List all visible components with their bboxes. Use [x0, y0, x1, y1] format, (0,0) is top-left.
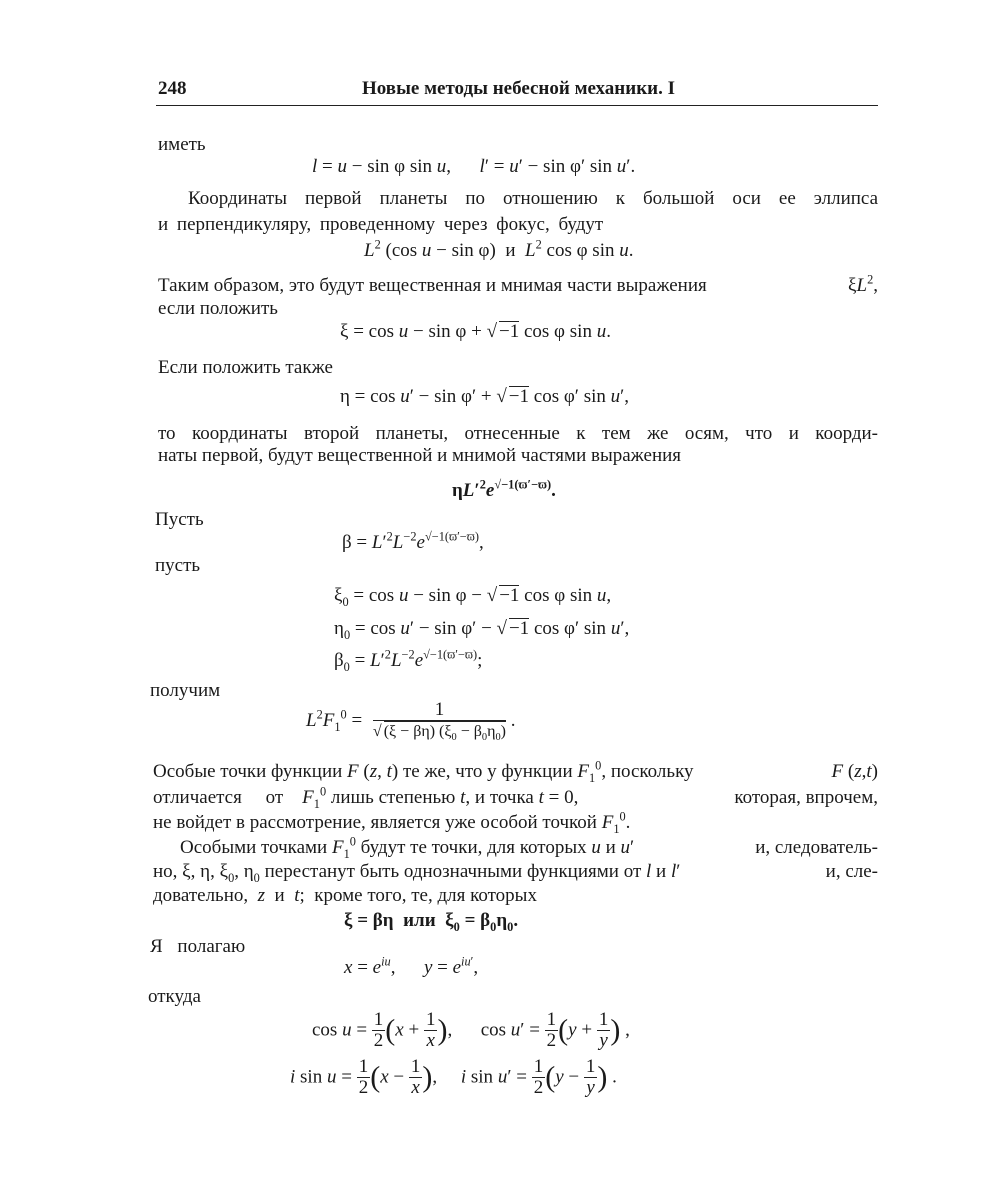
text: и, следователь- — [755, 837, 878, 858]
equation-coords: $L^2$ (cos u − sin φ) и $L^2$ cos φ sin u. — [364, 237, 634, 261]
equation-condition: ξ = βη или $\xi_0 = \beta_0\eta_0$. — [344, 910, 519, 934]
paragraph-line: наты первой, будут вещественной и мнимой частями выражения — [158, 445, 682, 466]
word-imet: иметь — [158, 134, 206, 155]
text: поскольку — [610, 761, 694, 782]
word-poluchim: получим — [150, 680, 221, 701]
conj-i: и — [505, 240, 516, 261]
paragraph-line: Координаты первой планеты по отношению к большой оси ее эллипса — [188, 188, 878, 209]
text: и точка — [474, 787, 534, 808]
page-number: 248 — [158, 78, 187, 99]
paragraph-line: то координаты второй планеты, отнесенные к тем же осям, что и коорди- — [158, 423, 878, 444]
paragraph-line-with-formula: не войдет в рассмотрение, является уже особой точкой $F_1^0$. — [153, 809, 631, 836]
text: и — [605, 837, 616, 858]
paragraph-line: Если положить также — [158, 357, 333, 378]
paragraph-line: Я полагаю — [150, 936, 246, 957]
paragraph-line-with-formula: отличается от $F_1^0$ лишь степенью t, и точка t = 0, которая, впрочем, — [153, 784, 878, 811]
paragraph-line-with-formula: Таким образом, это будут вещественная и мнимая части выражения $\xi L^2$, — [158, 272, 878, 296]
paragraph-line-with-formula: Особыми точками $F_1^0$ будут те точки, для которых u и u′ и, следователь- — [180, 834, 878, 861]
word-pust: Пусть — [155, 509, 204, 530]
paragraph-text: Таким образом, это будут вещественная и мнимая части выражения — [158, 275, 707, 296]
word-pust2: пусть — [155, 555, 201, 576]
equation-eta0: $\eta_0 = \cos u' - \sin \varphi'$ − √ −1 cos φ′ sin u′, — [334, 618, 630, 642]
equation-beta0: $\beta_0 = L'^2L^{-2}e^{√-1(ϖ'-ϖ)}$; — [334, 647, 483, 674]
text: лишь степенью — [330, 787, 456, 808]
text: довательно, — [153, 885, 249, 906]
equation-xi0: $\xi_0 = \cos u - \sin \varphi$ − √ −1 cos φ sin u, — [334, 585, 612, 609]
paragraph-line-with-formula: довательно, z и t; кроме того, те, для которых — [153, 885, 537, 906]
text: Особые точки функции — [153, 761, 343, 782]
text: но, — [153, 861, 178, 882]
equation-cos: cos u = $\frac{1}{2}$ (x + $\frac{1}{x}$ ), cos u′ = $\frac{1}{2}$ (y + $\frac{1}{y}$ ) , — [312, 1009, 630, 1051]
expression-eta-L: $\eta L'^2e^{√-1(ϖ'-ϖ)}$. — [452, 477, 556, 501]
word-otkuda: откуда — [148, 986, 201, 1007]
paragraph-line-with-formula: но, ξ, η, $\xi_0$, $\eta_0$ перестанут быть однозначными функциями от l и l′ и, сле- — [153, 861, 878, 885]
running-title: Новые методы небесной механики. I — [362, 78, 675, 99]
equation-eta: η = cos u′ − sin φ′ + √ −1 cos φ′ sin u′, — [340, 386, 630, 407]
text: перестанут быть однозначными функциями от — [264, 861, 642, 882]
text: отличается — [153, 787, 242, 808]
text: от — [265, 787, 284, 808]
text: не войдет в рассмотрение, является уже особой точкой — [153, 812, 597, 833]
text: Особыми точками — [180, 837, 328, 858]
text: будут те точки, для которых — [360, 837, 587, 858]
text: и — [274, 885, 285, 906]
header-rule — [156, 105, 878, 106]
text: кроме того, те, для которых — [314, 885, 537, 906]
paragraph-line: и перпендикуляру, проведенному через фокус, будут — [158, 214, 604, 235]
equation-F1: $L^2F_1^0$ = $\frac{1}{√ (\xi - \beta\eta) (\xi_0 - \beta_0\eta_0)}$ . — [306, 699, 516, 744]
equation-l: l = u − sin φ sin u, l′ = u′ − sin φ′ sin u′. — [312, 156, 636, 177]
text: и — [656, 861, 667, 882]
equation-xi: ξ = cos u − sin φ + √ −1 cos φ sin u. — [340, 321, 611, 342]
paragraph-line-with-formula: Особые точки функции F (z, t) те же, что у функции $F_1^0$, поскольку F (z,t) — [153, 758, 878, 785]
paragraph-line: если положить — [158, 298, 278, 319]
text: которая, впрочем, — [734, 787, 878, 808]
equation-beta: $\beta = L'^2L^{-2}e^{√-1(ϖ'-ϖ)}$, — [342, 529, 484, 553]
equation-xy: $x = e^{iu}$, $y = e^{iu'}$, — [344, 954, 479, 978]
text: и, сле- — [825, 861, 878, 882]
equation-sin: i sin u = $\frac{1}{2}$ (x − $\frac{1}{x}$ ), i sin u′ = $\frac{1}{2}$ (y − $\frac{1}{y}$ ) . — [290, 1056, 617, 1098]
text: те же, что у функции — [402, 761, 573, 782]
word-or: или — [403, 910, 436, 931]
